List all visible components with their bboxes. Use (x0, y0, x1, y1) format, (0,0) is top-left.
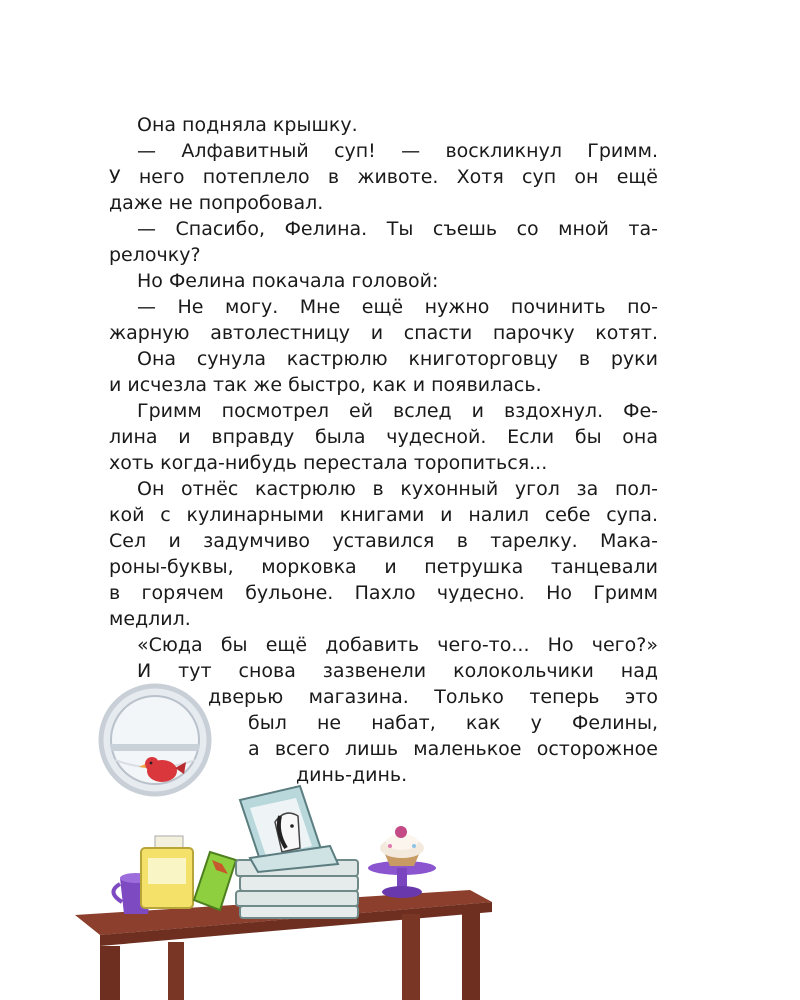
text-line: — Не могу. Мне ещё нужно починить по- (137, 296, 658, 318)
text-line: динь-динь. (296, 764, 408, 786)
open-book (240, 786, 338, 872)
text-line: и исчезла так же быстро, как и появилась. (109, 374, 542, 396)
green-book (194, 852, 236, 910)
text-line: Она сунула кастрюлю книготорговцу в руки (137, 348, 658, 370)
text-line: — Спасибо, Фелина. Ты съешь со мной та- (137, 218, 658, 240)
text-line: лина и вправду была чудесной. Если бы она (109, 426, 658, 448)
text-line: был не набат, как у Фелины, (248, 712, 658, 734)
text-line: жарную автолестницу и спасти парочку котят. (109, 322, 658, 344)
text-line: Гримм посмотрел ей вслед и вздохнул. Фе- (137, 400, 658, 422)
text-line: У него потеплело в животе. Хотя суп он ещё (109, 166, 658, 188)
text-line: дверью магазина. Только теперь это (208, 686, 658, 708)
text-line: релочку? (109, 244, 201, 266)
text-line: медлил. (109, 608, 191, 630)
text-line: — Алфавитный суп! — воскликнул Гримм. (137, 140, 658, 162)
cupcake-stand (368, 826, 436, 898)
text-line: Но Фелина покачала головой: (137, 270, 439, 292)
text-line: Сел и задумчиво уставился в тарелку. Мака- (109, 530, 658, 552)
text-line: даже не попробовал. (109, 192, 324, 214)
text-line: «Сюда бы ещё добавить чего-то... Но чего?» (137, 634, 658, 656)
text-line: в горячем бульоне. Пахло чудесно. Но Гримм (109, 582, 658, 604)
text-line: Он отнёс кастрюлю в кухонный угол за пол- (137, 478, 658, 500)
yellow-jar (141, 836, 193, 908)
text-line: кой с кулинарными книгами и налил себе супа. (109, 504, 658, 526)
text-line: хоть когда-нибудь перестала торопиться... (109, 452, 548, 474)
text-line: И тут снова зазвенели колокольчики над (137, 660, 658, 682)
shop-illustration (0, 680, 800, 1000)
text-line: Она подняла крышку. (137, 114, 358, 136)
text-line: а всего лишь маленькое осторожное (248, 738, 658, 760)
text-line: роны-буквы, морковка и петрушка танцевали (109, 556, 658, 578)
